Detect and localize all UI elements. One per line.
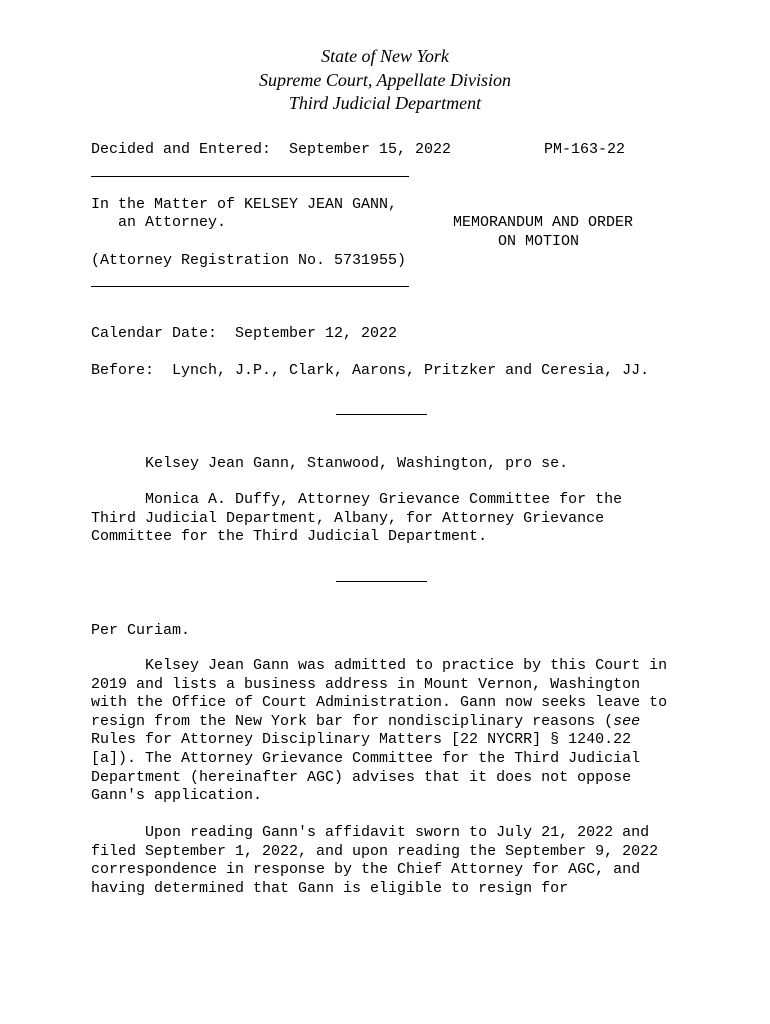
attorney-registration: (Attorney Registration No. 5731955)	[91, 252, 407, 269]
body-line: correspondence in response by the Chief Attorney for AGC, and	[91, 861, 641, 879]
caption-court: Supreme Court, Appellate Division	[259, 69, 511, 90]
body-line: Department (hereinafter AGC) advises that it does not oppose	[91, 768, 632, 786]
citation-signal-see: see	[613, 712, 641, 730]
body-line: filed September 1, 2022, and upon reading the September 9, 2022	[91, 842, 659, 860]
per-curiam: Per Curiam.	[91, 622, 191, 639]
caption-state: State of New York	[321, 46, 449, 66]
header-rule-top	[91, 176, 409, 177]
matter-line-2: an Attorney.	[91, 214, 227, 231]
body-line: Gann's application.	[91, 787, 263, 805]
before-panel: Before: Lynch, J.P., Clark, Aarons, Pritzker and Ceresia, JJ.	[91, 362, 650, 379]
appearance-agc-line: Committee for the Third Judicial Department.	[91, 528, 488, 546]
body-line	[91, 713, 691, 732]
decided-entered-date: Decided and Entered: September 15, 2022	[91, 141, 452, 158]
section-divider-1	[336, 414, 427, 415]
caption-department: Third Judicial Department	[288, 93, 482, 113]
calendar-date: Calendar Date: September 12, 2022	[91, 325, 398, 342]
body-line: Rules for Attorney Disciplinary Matters [22 NYCRR] § 1240.22	[91, 731, 632, 749]
court-caption	[0, 45, 770, 116]
docket-number: PM-163-22	[544, 141, 626, 158]
body-paragraph-2	[91, 824, 691, 898]
body-line: Upon reading Gann's affidavit sworn to July 21, 2022 and	[91, 824, 650, 841]
section-divider-2	[336, 581, 427, 582]
appearance-agc	[91, 491, 691, 547]
body-line: with the Office of Court Administration. Gann now seeks leave to	[91, 694, 668, 712]
appearance-respondent: Kelsey Jean Gann, Stanwood, Washington, pro se.	[91, 455, 569, 472]
matter-line-1: In the Matter of KELSEY JEAN GANN,	[91, 196, 398, 213]
appearance-agc-line: Third Judicial Department, Albany, for Attorney Grievance	[91, 509, 605, 527]
body-line: having determined that Gann is eligible to resign for	[91, 879, 569, 897]
body-paragraph-1	[91, 657, 691, 806]
body-line: [a]). The Attorney Grievance Committee for the Third Judicial	[91, 749, 641, 767]
order-title-line-2: ON MOTION	[498, 233, 580, 250]
body-line-text: resign from the New York bar for nondisciplinary reasons (	[91, 712, 614, 730]
appearance-agc-line: Monica A. Duffy, Attorney Grievance Committee for the	[91, 491, 623, 508]
body-line: 2019 and lists a business address in Mount Vernon, Washington	[91, 675, 641, 693]
body-line: Kelsey Jean Gann was admitted to practice by this Court in	[91, 657, 668, 674]
order-title-line-1: MEMORANDUM AND ORDER	[453, 214, 634, 231]
header-rule-bottom	[91, 286, 409, 287]
